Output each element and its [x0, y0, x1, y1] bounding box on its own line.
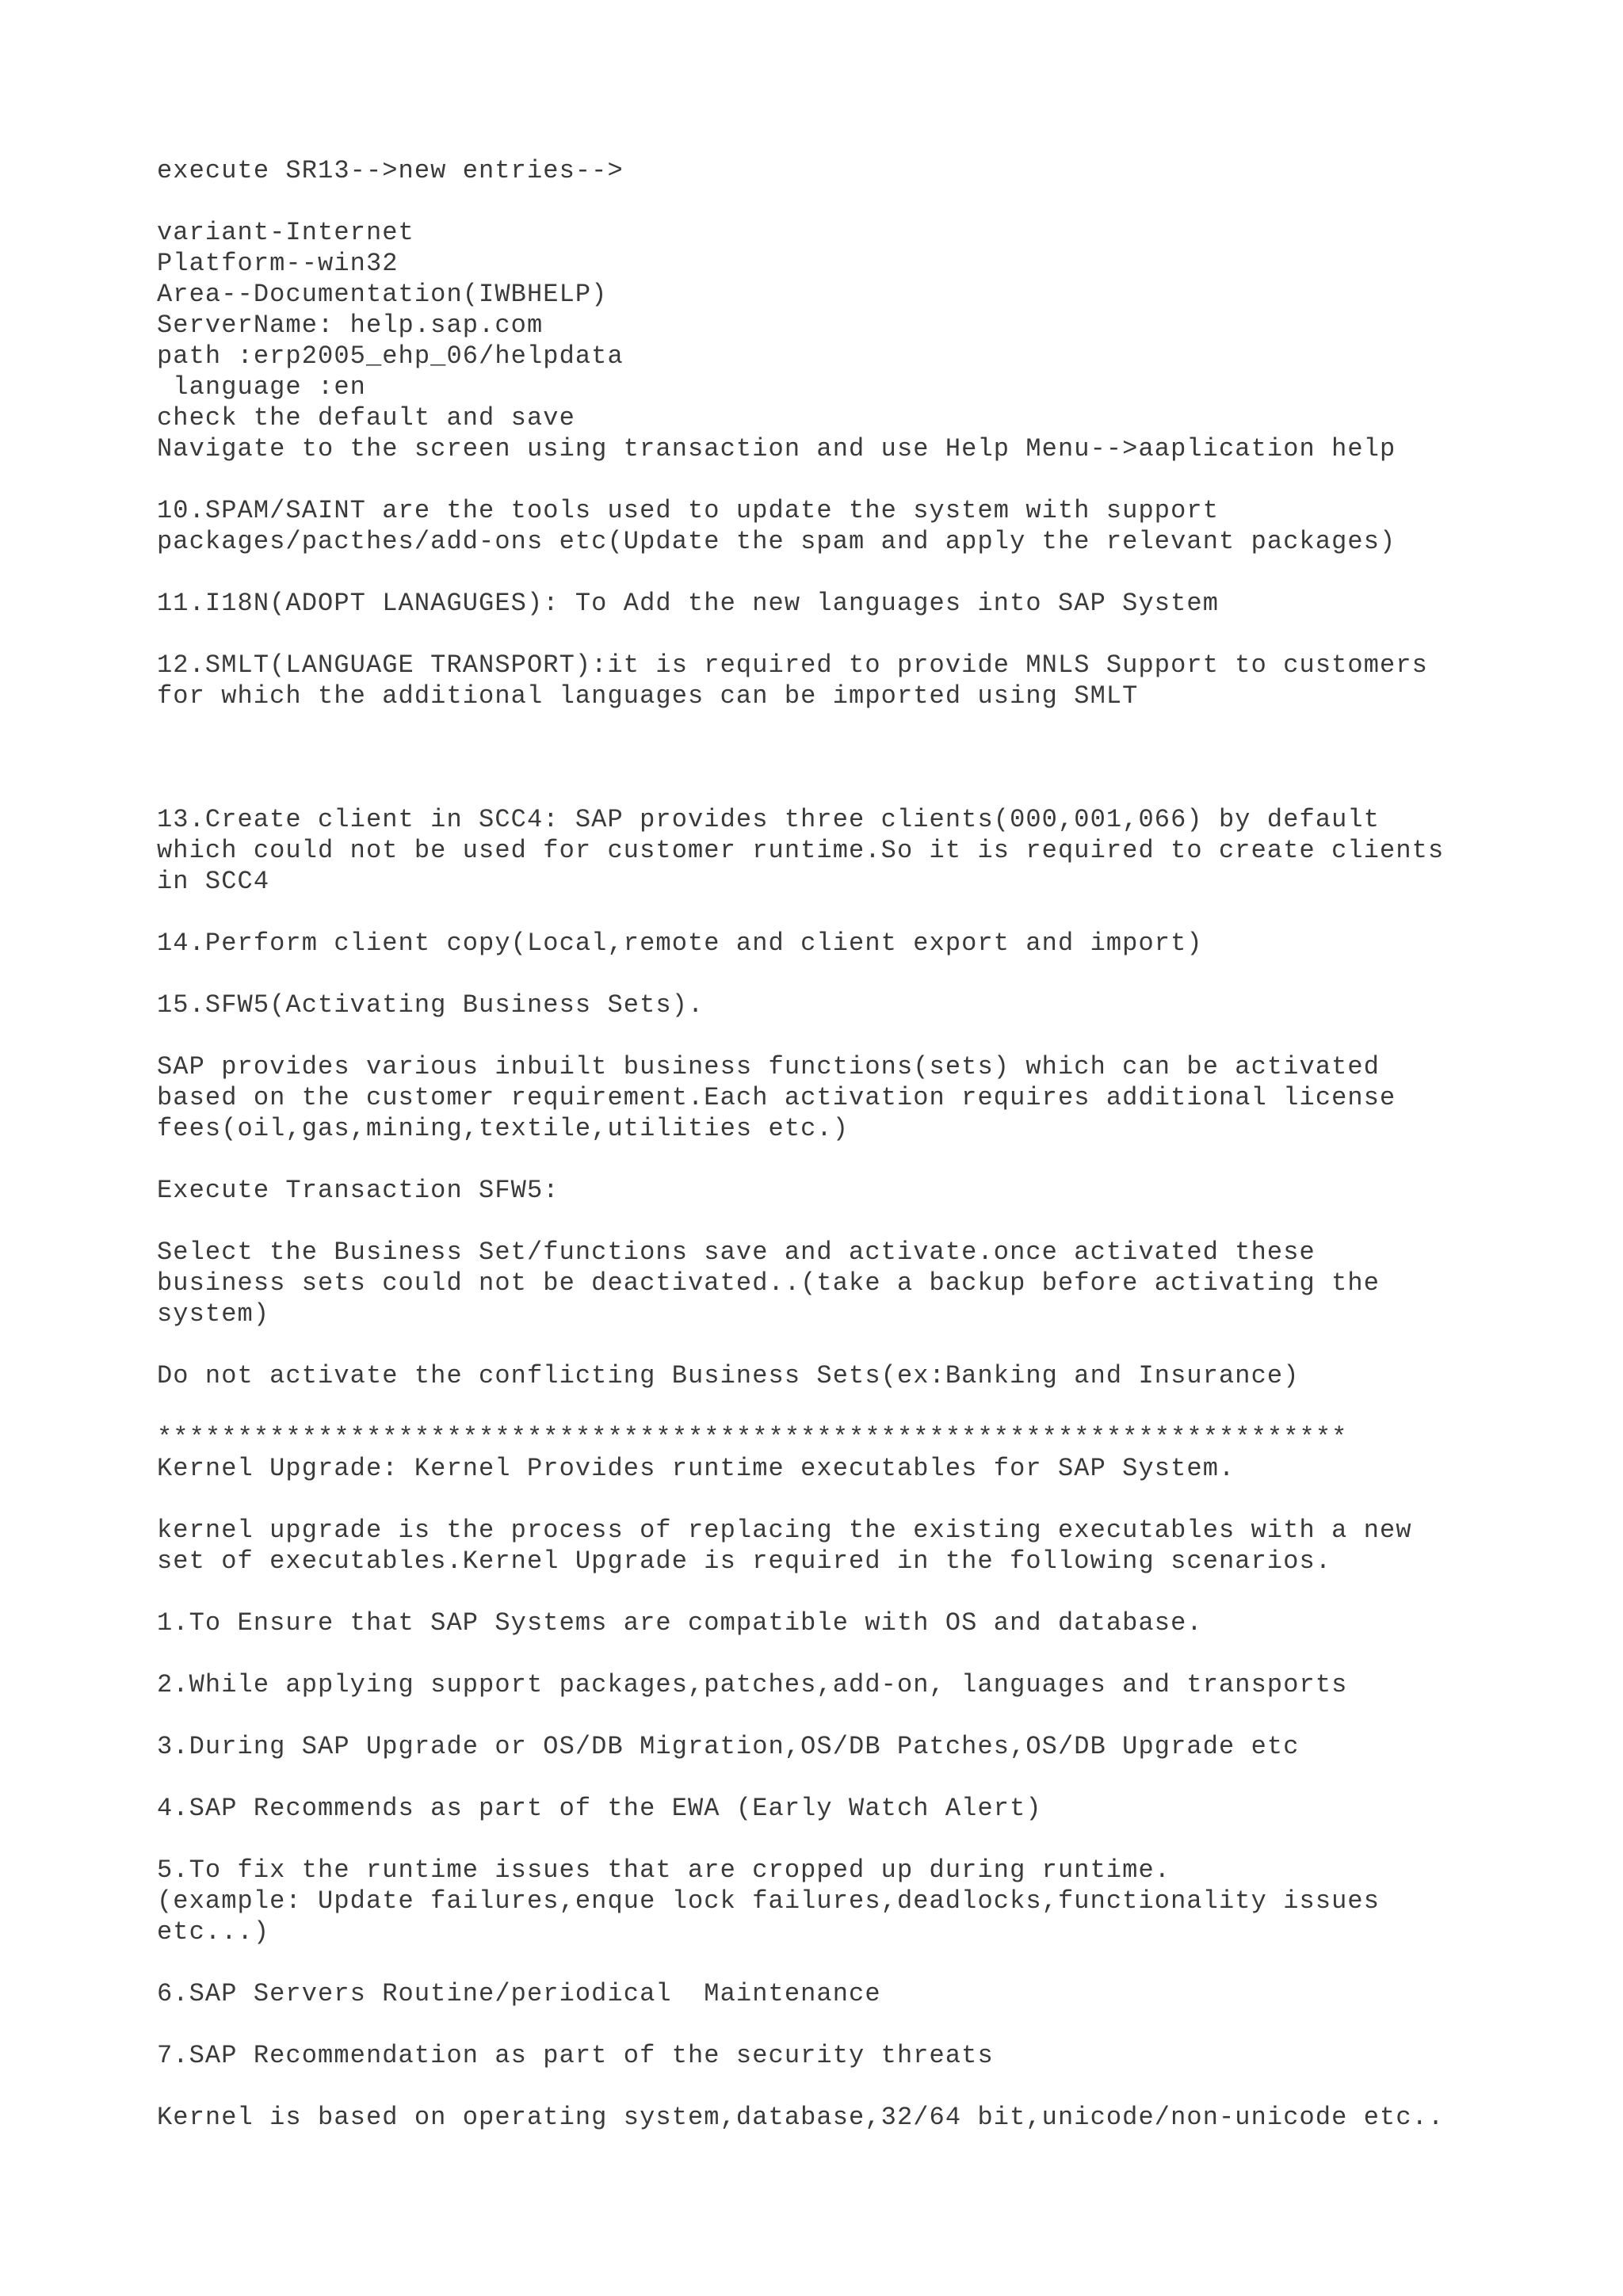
paragraph — [157, 1608, 1599, 1638]
text-line: 15.SFW5(Activating Business Sets). — [157, 990, 705, 1020]
text-line: Platform--win32 — [157, 249, 399, 278]
blank-line — [157, 1762, 1599, 1793]
text-line: etc...) — [157, 1917, 270, 1947]
blank-line — [157, 1329, 1599, 1360]
blank-line — [157, 2009, 1599, 2040]
text-line: Select the Business Set/functions save and activate.once activated these — [157, 1238, 1316, 1267]
text-line: ServerName: help.sap.com — [157, 311, 544, 340]
paragraph — [157, 1422, 1599, 1484]
text-line: language :en — [157, 372, 366, 402]
text-line: 7.SAP Recommendation as part of the security threats — [157, 2041, 994, 2070]
text-line: Kernel Upgrade: Kernel Provides runtime executables for SAP System. — [157, 1454, 1235, 1483]
blank-line — [157, 1700, 1599, 1731]
text-line: in SCC4 — [157, 867, 270, 896]
text-line: which could not be used for customer runtime.So it is required to create clients — [157, 836, 1445, 865]
paragraph — [157, 1051, 1599, 1144]
text-line: 6.SAP Servers Routine/periodical Maintenance — [157, 1979, 881, 2008]
paragraph — [157, 650, 1599, 711]
paragraph — [157, 1731, 1599, 1762]
paragraph — [157, 1978, 1599, 2009]
text-line: 11.I18N(ADOPT LANAGUGES): To Add the new languages into SAP System — [157, 589, 1220, 618]
text-line: Navigate to the screen using transaction and use Help Menu-->aaplication help — [157, 434, 1396, 463]
text-line: (example: Update failures,enque lock failures,deadlocks,functionality issues — [157, 1886, 1381, 1916]
text-line: set of executables.Kernel Upgrade is required in the following scenarios. — [157, 1547, 1332, 1576]
paragraph — [157, 1855, 1599, 1947]
paragraph — [157, 928, 1599, 959]
document-page — [157, 155, 1599, 2133]
text-line: variant-Internet — [157, 218, 414, 247]
text-line: Do not activate the conflicting Business Sets(ex:Banking and Insurance) — [157, 1361, 1300, 1390]
text-line: Execute Transaction SFW5: — [157, 1176, 559, 1205]
paragraph — [157, 1669, 1599, 1700]
text-line: business sets could not be deactivated..(take a backup before activating the — [157, 1268, 1381, 1298]
paragraph — [157, 495, 1599, 557]
blank-line — [157, 742, 1599, 773]
blank-line — [157, 557, 1599, 588]
text-line: 10.SPAM/SAINT are the tools used to update the system with support — [157, 496, 1220, 525]
text-line: 14.Perform client copy(Local,remote and client export and import) — [157, 929, 1203, 958]
text-line: 5.To fix the runtime issues that are cropped up during runtime. — [157, 1855, 1171, 1885]
blank-line — [157, 1206, 1599, 1237]
text-line: system) — [157, 1299, 270, 1329]
blank-line — [157, 2071, 1599, 2102]
text-line: fees(oil,gas,mining,textile,utilities etc.) — [157, 1114, 850, 1143]
text-line: check the default and save — [157, 403, 575, 433]
blank-line — [157, 464, 1599, 495]
paragraph — [157, 1175, 1599, 1206]
blank-line — [157, 1484, 1599, 1515]
paragraph — [157, 1237, 1599, 1329]
blank-line — [157, 773, 1599, 804]
text-line: for which the additional languages can be imported using SMLT — [157, 681, 1139, 711]
blank-line — [157, 1577, 1599, 1608]
paragraph — [157, 1793, 1599, 1824]
blank-line — [157, 186, 1599, 217]
text-line: Kernel is based on operating system,database,32/64 bit,unicode/non-unicode etc.. — [157, 2103, 1445, 2132]
text-line: 12.SMLT(LANGUAGE TRANSPORT):it is required to provide MNLS Support to customers — [157, 650, 1428, 680]
text-line: Area--Documentation(IWBHELP) — [157, 280, 608, 309]
text-line: 4.SAP Recommends as part of the EWA (Early Watch Alert) — [157, 1794, 1042, 1823]
blank-line — [157, 897, 1599, 928]
text-line: SAP provides various inbuilt business functions(sets) which can be activated — [157, 1052, 1381, 1081]
paragraph — [157, 1515, 1599, 1577]
paragraph — [157, 2102, 1599, 2133]
paragraph — [157, 217, 1599, 464]
blank-line — [157, 619, 1599, 650]
paragraph — [157, 1360, 1599, 1391]
blank-line — [157, 1020, 1599, 1051]
blank-line — [157, 1391, 1599, 1422]
text-line: path :erp2005_ehp_06/helpdata — [157, 341, 624, 371]
text-line: based on the customer requirement.Each activation requires additional license — [157, 1083, 1396, 1112]
paragraph — [157, 804, 1599, 897]
blank-line — [157, 1638, 1599, 1669]
paragraph — [157, 155, 1599, 186]
paragraph — [157, 2040, 1599, 2071]
text-line: packages/pacthes/add-ons etc(Update the spam and apply the relevant packages) — [157, 527, 1396, 556]
blank-line — [157, 1824, 1599, 1855]
text-line: 1.To Ensure that SAP Systems are compatible with OS and database. — [157, 1608, 1203, 1638]
blank-line — [157, 1144, 1599, 1175]
text-line: kernel upgrade is the process of replacing the existing executables with a new — [157, 1516, 1412, 1545]
text-line: 13.Create client in SCC4: SAP provides three clients(000,001,066) by default — [157, 805, 1381, 834]
paragraph — [157, 588, 1599, 619]
text-line: ************************************************************************** — [157, 1423, 1348, 1452]
blank-line — [157, 711, 1599, 742]
text-line: execute SR13-->new entries--> — [157, 156, 624, 185]
text-line: 2.While applying support packages,patches,add-on, languages and transports — [157, 1670, 1348, 1699]
blank-line — [157, 1947, 1599, 1978]
paragraph — [157, 990, 1599, 1020]
blank-line — [157, 959, 1599, 990]
text-line: 3.During SAP Upgrade or OS/DB Migration,OS/DB Patches,OS/DB Upgrade etc — [157, 1732, 1300, 1761]
